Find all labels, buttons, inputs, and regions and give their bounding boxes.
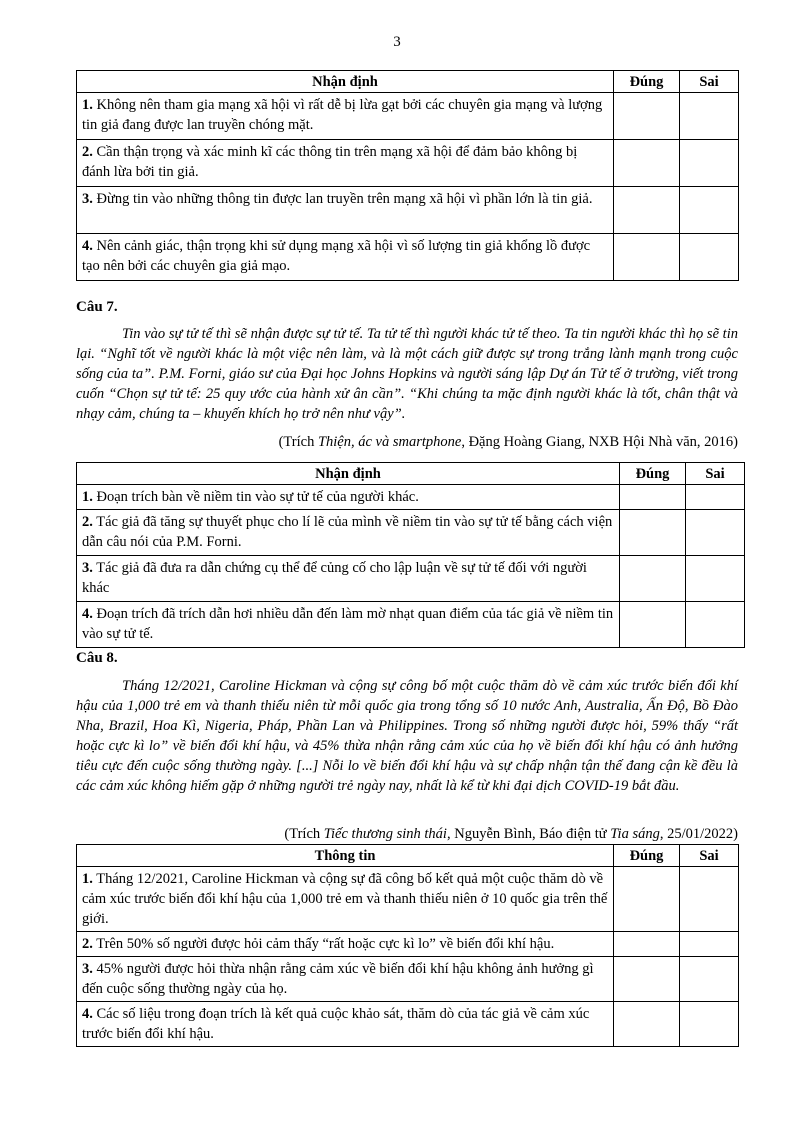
table-row xyxy=(77,187,739,234)
true-answer-cell[interactable] xyxy=(614,1002,680,1047)
source-suffix: , 25/01/2022) xyxy=(659,826,738,842)
true-answer-cell[interactable] xyxy=(614,957,680,1002)
table-row xyxy=(77,234,739,281)
true-answer-cell[interactable] xyxy=(620,510,686,556)
source-title: Thiện, ác và smartphone xyxy=(317,434,462,450)
statement-cell xyxy=(77,485,620,510)
source-prefix: (Trích xyxy=(278,434,318,450)
statement-cell xyxy=(77,187,614,234)
table-header-row xyxy=(77,71,739,93)
statement-text: Tác giả đã đưa ra dẫn chứng cụ thể để củng cố cho lập luận về sự tử tế đối với người khác xyxy=(82,560,587,596)
statement-text: Đoạn trích bàn về niềm tin vào sự tử tế của người khác. xyxy=(96,489,419,505)
statement-number: 4. xyxy=(82,1006,93,1022)
false-answer-cell[interactable] xyxy=(686,510,745,556)
true-answer-cell[interactable] xyxy=(614,932,680,957)
statement-cell xyxy=(77,93,614,140)
statement-cell xyxy=(77,510,620,556)
statement-cell xyxy=(77,234,614,281)
statement-cell xyxy=(77,602,620,648)
table-row xyxy=(77,932,739,957)
statement-cell xyxy=(77,140,614,187)
false-answer-cell[interactable] xyxy=(680,187,739,234)
true-answer-cell[interactable] xyxy=(620,485,686,510)
table-row xyxy=(77,1002,739,1047)
false-answer-cell[interactable] xyxy=(680,932,739,957)
true-answer-cell[interactable] xyxy=(614,234,680,281)
table-row xyxy=(77,556,745,602)
statement-number: 3. xyxy=(82,560,93,576)
statement-text: Đừng tin vào những thông tin được lan truyền trên mạng xã hội vì phần lớn là tin giả. xyxy=(96,191,593,207)
statement-number: 2. xyxy=(82,144,93,160)
statement-text: Nên cảnh giác, thận trọng khi sử dụng mạng xã hội vì số lượng tin giả khổng lồ được tạo nên bởi các chuyên gia giả mạo. xyxy=(82,238,591,274)
false-answer-cell[interactable] xyxy=(680,93,739,140)
source-publication: Tia sáng xyxy=(610,826,660,842)
table-row xyxy=(77,93,739,140)
statement-number: 1. xyxy=(82,97,93,113)
table-header-row xyxy=(77,845,739,867)
statement-number: 3. xyxy=(82,961,93,977)
statement-table-1 xyxy=(76,70,739,281)
table-row xyxy=(77,140,739,187)
statement-text: Tháng 12/2021, Caroline Hickman và cộng sự đã công bố kết quả một cuộc thăm dò về cảm xúc trước biến đổi khí hậu của 1,000 trẻ em và thanh thiếu niên ở 10 quốc gia trên thế giới. xyxy=(82,871,608,927)
table-row xyxy=(77,510,745,556)
table-row xyxy=(77,602,745,648)
column-header-true: Đúng xyxy=(614,845,680,867)
table-header-row xyxy=(77,463,745,485)
column-header-false: Sai xyxy=(680,845,739,867)
false-answer-cell[interactable] xyxy=(686,602,745,648)
statement-text: Không nên tham gia mạng xã hội vì rất dễ bị lừa gạt bởi các chuyên gia mạng và lượng tin giả đang được lan truyền chóng mặt. xyxy=(82,97,603,133)
statement-number: 4. xyxy=(82,238,93,254)
statement-text: 45% người được hỏi thừa nhận rằng cảm xúc về biến đổi khí hậu không ảnh hưởng gì đến cuộc sống thường ngày của họ. xyxy=(82,961,594,997)
true-answer-cell[interactable] xyxy=(620,602,686,648)
statement-number: 1. xyxy=(82,871,93,887)
column-header-true: Đúng xyxy=(620,463,686,485)
statement-number: 4. xyxy=(82,606,93,622)
false-answer-cell[interactable] xyxy=(680,867,739,932)
source-title: Tiếc thương sinh thái xyxy=(323,826,447,842)
statement-text: Cần thận trọng và xác minh kĩ các thông tin trên mạng xã hội để đảm bảo không bị đánh lừa bởi tin giả. xyxy=(82,144,578,180)
statement-text: Đoạn trích đã trích dẫn hơi nhiều dẫn đến làm mờ nhạt quan điểm của tác giả về niềm tin vào sự tử tế. xyxy=(82,606,614,642)
question-7-source xyxy=(279,432,738,452)
column-header-statement: Nhận định xyxy=(77,71,614,93)
false-answer-cell[interactable] xyxy=(680,140,739,187)
statement-text: Tác giả đã tăng sự thuyết phục cho lí lẽ của mình về niềm tin vào sự tử tế bằng cách viện dẫn câu nói của P.M. Forni. xyxy=(82,514,613,550)
question-7-passage: Tin vào sự tử tế thì sẽ nhận được sự tử tế. Ta tử tế thì người khác tử tế theo. Ta tin người khác thì họ sẽ tin lại. “Nghĩ tốt về người khác là một việc nên làm, và là một cách giữ được sự trong trắng lành mạnh trong cuộc sống của ta”. P.M. Forni, giáo sư của Đại học Johns Hopkins và người sáng lập Dự án Tử tế ở trường, viết trong cuốn “Chọn sự tử tế: 25 quy ước của hành xử ân cần”. “Khi chúng ta mặc định người khác là tốt, chân thật và nhạy cảm, chúng ta – khuyến khích họ trở nên như vậy”. xyxy=(76,326,738,422)
statement-cell xyxy=(77,556,620,602)
table-row xyxy=(77,867,739,932)
column-header-false: Sai xyxy=(686,463,745,485)
statement-cell xyxy=(77,957,614,1002)
statement-number: 2. xyxy=(82,514,93,530)
statement-text: Các số liệu trong đoạn trích là kết quả cuộc khảo sát, thăm dò của tác giả về cảm xúc trước biến đổi khí hậu. xyxy=(82,1006,590,1042)
statement-number: 3. xyxy=(82,191,93,207)
true-answer-cell[interactable] xyxy=(614,867,680,932)
true-answer-cell[interactable] xyxy=(614,93,680,140)
column-header-statement: Nhận định xyxy=(77,463,620,485)
false-answer-cell[interactable] xyxy=(680,1002,739,1047)
false-answer-cell[interactable] xyxy=(686,485,745,510)
information-table xyxy=(76,844,739,1047)
source-suffix: , Đặng Hoàng Giang, NXB Hội Nhà văn, 2016) xyxy=(461,434,738,450)
page-number: 3 xyxy=(393,34,401,50)
statement-text: Trên 50% số người được hỏi cảm thấy “rất hoặc cực kì lo” về biến đổi khí hậu. xyxy=(96,936,555,952)
statement-cell xyxy=(77,867,614,932)
statement-number: 1. xyxy=(82,489,93,505)
true-answer-cell[interactable] xyxy=(620,556,686,602)
question-8-source xyxy=(284,824,738,844)
question-8-passage: Tháng 12/2021, Caroline Hickman và cộng sự công bố một cuộc thăm dò về cảm xúc trước biến đổi khí hậu của 1,000 trẻ em và thanh thiếu niên từ mỗi quốc gia trong tổng số 10 nước Anh, Australia, Ấn Độ, Bồ Đào Nha, Brazil, Hoa Kì, Nigeria, Pháp, Phần Lan và Philippines. Trong số những người được hỏi, 59% thấy “rất hoặc cực kì lo” về biến đổi khí hậu, và 45% thừa nhận rằng cảm xúc của họ về biến đổi khí hậu có ảnh hưởng tiêu cực đến cuộc sống thường ngày. [...] Nỗi lo về biến đổi khí hậu và sự chấp nhận tận thế đang cận kề đều là các cảm xúc không hiếm gặp ở những người trẻ ngày nay, nhất là kể từ khi đại dịch COVID-19 bắt đầu. xyxy=(76,678,738,794)
statement-cell xyxy=(77,932,614,957)
false-answer-cell[interactable] xyxy=(686,556,745,602)
column-header-information: Thông tin xyxy=(77,845,614,867)
false-answer-cell[interactable] xyxy=(680,957,739,1002)
question-7-heading: Câu 7. xyxy=(76,299,118,315)
false-answer-cell[interactable] xyxy=(680,234,739,281)
statement-cell xyxy=(77,1002,614,1047)
source-prefix: (Trích xyxy=(284,826,324,842)
question-8-heading: Câu 8. xyxy=(76,650,118,666)
true-answer-cell[interactable] xyxy=(614,140,680,187)
true-answer-cell[interactable] xyxy=(614,187,680,234)
column-header-false: Sai xyxy=(680,71,739,93)
statement-table-2 xyxy=(76,462,745,648)
column-header-true: Đúng xyxy=(614,71,680,93)
table-row xyxy=(77,485,745,510)
statement-number: 2. xyxy=(82,936,93,952)
table-row xyxy=(77,957,739,1002)
source-middle: , Nguyễn Bình, Báo điện tử xyxy=(446,826,611,842)
